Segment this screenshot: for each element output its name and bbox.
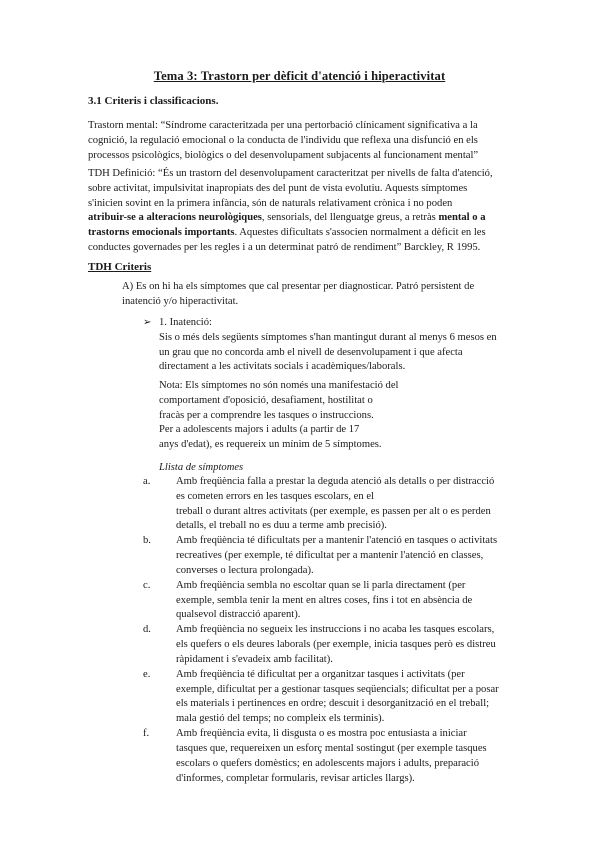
- list-letter: a.: [143, 476, 151, 487]
- text-line: Amb freqüència té dificultat per a organitzar tasques i activitats (per: [176, 668, 465, 680]
- text-line: converses o lectura prolongada).: [176, 564, 314, 576]
- paragraph-trastorn-mental: [88, 119, 518, 163]
- text-line: Amb freqüència sembla no escoltar quan se li parla directament (per: [176, 579, 466, 591]
- text-line: exemple, sembla tenir la ment en altres coses, fins i tot en absència de: [176, 594, 473, 606]
- text-segment: , sensorials, del llenguatge greus, a retràs: [261, 212, 439, 224]
- text-line: Nota: Els símptomes no són només una manifestació del: [159, 380, 399, 391]
- text-line: exemple, dificultat per a gestionar tasques seqüencials; dificultat per a posar: [176, 683, 499, 695]
- criteris-heading: TDH Criteris: [88, 261, 152, 273]
- paragraph-tdh-definicio: [88, 167, 518, 256]
- nota-paragraph: [159, 379, 429, 453]
- text-line: cognició, la regulació emocional o la conducta de l'individu que reflexa una disfunció en els: [88, 134, 478, 146]
- list-item: [143, 579, 523, 623]
- symptom-list: [143, 475, 523, 786]
- text-line: [88, 211, 518, 226]
- section-heading: 3.1 Criteris i classificacions.: [88, 95, 219, 107]
- list-item: [143, 623, 523, 667]
- list-item: [143, 534, 523, 578]
- text-line: Amb freqüència té dificultats per a mantenir l'atenció en tasques o activitats: [176, 535, 498, 547]
- text-line: Sis o més dels següents símptomes s'han mantingut durant al menys 6 mesos en: [159, 331, 497, 343]
- text-line: fracàs per a comprendre les tasques o instruccions.: [159, 409, 374, 421]
- text-line: els materials i pertinences en ordre; descuit i desorganització en el treball;: [176, 698, 490, 710]
- list-item: [143, 668, 523, 727]
- text-line: Amb freqüència no segueix les instruccions i no acaba les tasques escolars,: [176, 624, 495, 636]
- text-line: Trastorn mental: “Síndrome caracteritzada per una pertorbació clínicament significativa a la: [88, 120, 478, 131]
- text-line: Amb freqüència falla a prestar la deguda atenció als detalls o per distracció: [176, 476, 495, 487]
- text-line: Amb freqüència evita, li disgusta o es mostra poc entusiasta a iniciar: [176, 728, 467, 740]
- list-letter: e.: [143, 668, 151, 680]
- bold-text: trastorns emocionals importants: [88, 227, 235, 239]
- list-letter: c.: [143, 579, 151, 591]
- text-line: mala gestió del temps; no compleix els terminis).: [176, 713, 385, 725]
- list-item: [143, 727, 523, 786]
- text-line: s'inicien sovint en la primera infància, són de naturals relativament crònica i no poden: [88, 197, 453, 209]
- list-item: [143, 475, 523, 534]
- bullet-body: [159, 316, 529, 375]
- text-line: d'informes, completar formularis, revisar articles llargs).: [176, 772, 415, 784]
- text-line: TDH Definició: “És un trastorn del desenvolupament caracteritzat per nivells de falta d'atenció,: [88, 168, 493, 179]
- text-line: processos psicològics, biològics o del desenvolupament subjacents al funcionament mental”: [88, 149, 479, 161]
- list-letter: f.: [143, 728, 150, 740]
- bold-text: atribuir-se a alteracions neurològiques: [88, 212, 262, 224]
- text-line: es cometen errors en les tasques escolars, en el: [176, 490, 374, 502]
- text-line: A) Es on hi ha els símptomes que cal presentar per diagnosticar. Patró persistent de: [122, 281, 475, 292]
- text-line: 1. Inatenció:: [159, 317, 212, 328]
- text-line: [88, 226, 518, 241]
- text-line: directament a les activitats socials i acadèmiques/laborals.: [159, 361, 406, 373]
- text-line: els quefers o els deures laborals (per exemple, inicia tasques però es distreu: [176, 639, 496, 651]
- text-segment: . Aquestes dificultats s'associen normalment a dèficit en les: [234, 227, 486, 239]
- text-line: sobre activitat, impulsivitat inapropiats des del punt de vista evolutiu. Aquests símptomes: [88, 182, 468, 194]
- text-line: treball o durant altres activitats (per exemple, es passen per alt o es perden: [176, 505, 491, 517]
- text-line: comportament d'oposició, desafiament, hostilitat o: [159, 394, 373, 406]
- text-line: conductes governades per les regles i a un determinat patró de rendiment” Barckley, R 1995.: [88, 242, 481, 254]
- text-line: escolars o quefers domèstics; en adolescents majors i adults, preparació: [176, 757, 479, 769]
- text-line: recreatives (per exemple, té dificultat per a mantenir l'atenció en classes,: [176, 550, 484, 562]
- list-letter: d.: [143, 624, 151, 636]
- text-line: Per a adolescents majors i adults (a partir de 17: [159, 424, 360, 436]
- text-line: detalls, el treball no es duu a terme amb precisió).: [176, 520, 387, 532]
- text-line: qualsevol distracció aparent).: [176, 609, 301, 621]
- page-title: Tema 3: Trastorn per dèficit d'atenció i hiperactivitat: [153, 69, 446, 83]
- paragraph-a: [122, 280, 518, 310]
- arrow-bullet-icon: ➢: [143, 317, 152, 328]
- text-line: ràpidament i s'evadeix amb facilitat).: [176, 653, 333, 665]
- text-line: tasques que, requereixen un esforç mental sostingut (per exemple tasques: [176, 742, 487, 754]
- text-line: anys d'edat), es requereix un mínim de 5 símptomes.: [159, 439, 382, 451]
- text-line: inatenció y/o hiperactivitat.: [122, 295, 239, 307]
- list-letter: b.: [143, 535, 151, 547]
- bold-text: mental o a: [438, 212, 486, 224]
- text-line: un grau que no concorda amb el nivell de desenvolupament i que afecta: [159, 346, 463, 358]
- symptom-list-title: Llista de símptomes: [159, 462, 244, 473]
